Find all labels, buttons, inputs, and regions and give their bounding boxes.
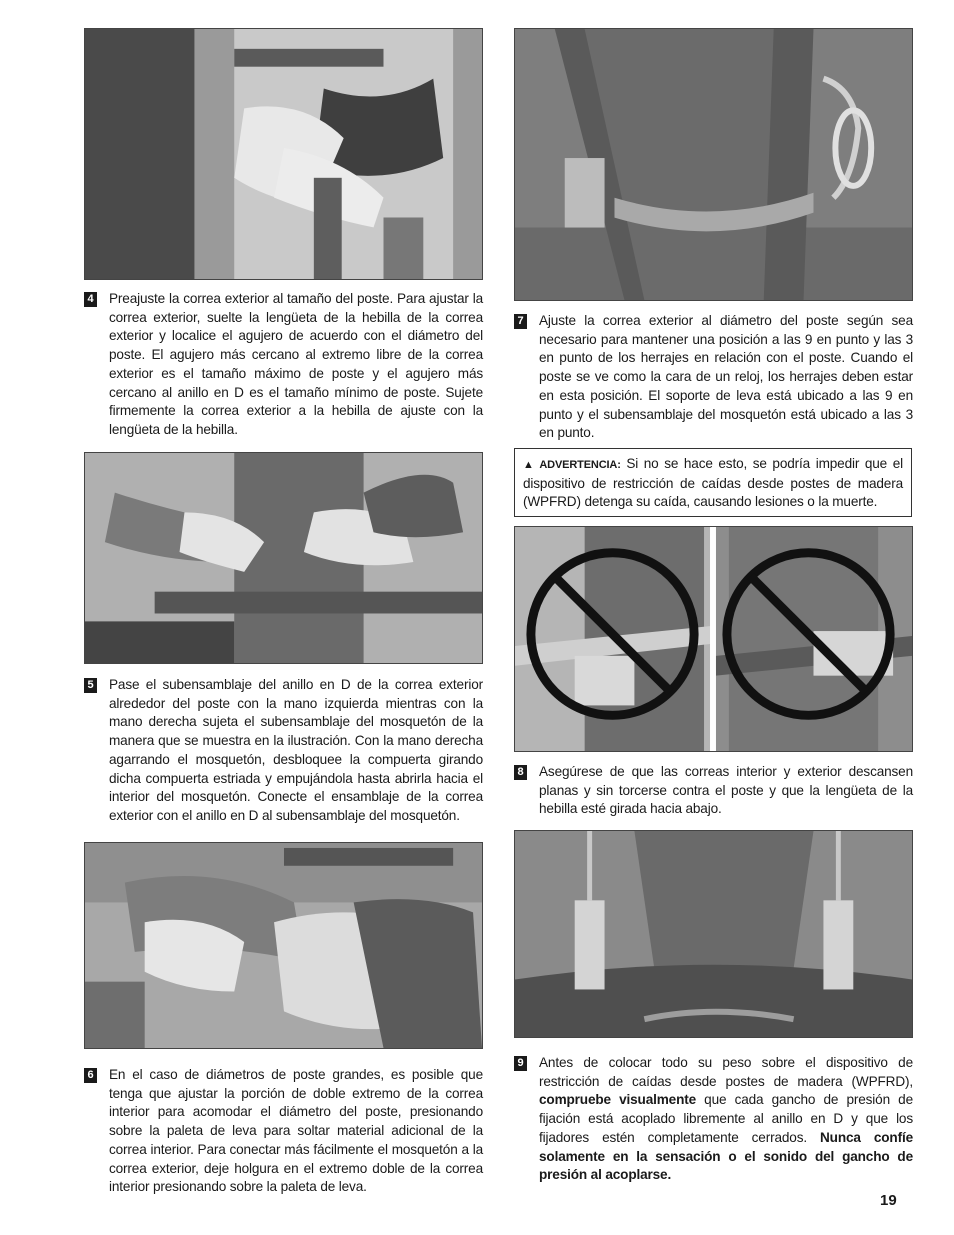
step-7 [514, 312, 913, 443]
step-9 [514, 1054, 913, 1185]
step-4-text: Preajuste la correa exterior al tamaño del poste. Para ajustar la correa exterior, suelte la lengüeta de la hebilla de la correa exterior y localice el agujero de acuerdo con el diámetro del poste. El agujero más cercano al extremo libre de la correa exterior es el tamaño máximo de poste y el agujero más cercano al anillo en D es el tamaño mínimo de poste. Sujete firmemente la correa exterior a la hebilla de ajuste con la lengüeta de la hebilla. [109, 291, 483, 437]
step-6 [84, 1066, 483, 1197]
step-7-photo [514, 28, 913, 301]
step-number-badge: 8 [514, 765, 527, 780]
step-7-text: Ajuste la correa exterior al diámetro del poste según sea necesario para mantener una posición a las 9 en punto y las 3 en punto de los herrajes en relación con el poste. Cuando el poste se ve como la cara de un reloj, los herrajes deben estar en esta posición. El soporte de leva está ubicado a las 9 en punto y el subensamblaje del mosquetón está ubicado a las 3 en punto. [539, 313, 913, 441]
step-number-badge: 7 [514, 314, 527, 329]
step-9-text-bold-b: Nunca confíe solamente en la sensación o el sonido del gancho de presión al acoplarse. [539, 1129, 913, 1183]
step-8-wrong-photo [514, 526, 913, 752]
step-9-text-bold-a: compruebe visualmente [539, 1092, 697, 1108]
step-5-text: Pase el subensamblaje del anillo en D de la correa exterior alrededor del poste con la mano izquierda mientras con la mano derecha sujeta el subensamblaje del mosquetón de la manera que se muestra en la ilustración. Con la mano derecha agarrando el mosquetón, desbloquee la compuerta girando dicha compuerta estriada y empujándola hasta abrirla hacia el interior del mosquetón. Conecte el ensamblaje de la correa exterior con el anillo en D al subensamblaje del mosquetón. [109, 677, 483, 823]
step-4-photo [84, 28, 483, 280]
step-9-text-a: Antes de colocar todo su peso sobre el dispositivo de restricción de caídas desde postes de madera (WPFRD), [539, 1055, 913, 1089]
step-number-badge: 5 [84, 678, 97, 693]
warning-text: Si no se hace esto, se podría impedir que el dispositivo de restricción de caídas desde postes de madera (WPFRD) detenga su caída, causando lesiones o la muerte. [523, 456, 903, 510]
step-8-text: Asegúrese de que las correas interior y exterior descansen planas y sin torcerse contra el poste y que la lengüeta de la hebilla esté girada hacia abajo. [539, 764, 913, 817]
step-5 [84, 676, 483, 826]
step-number-badge: 9 [514, 1056, 527, 1071]
warning-box [514, 448, 912, 517]
step-number-badge: 4 [84, 292, 97, 307]
warning-label: ADVERTENCIA: [539, 459, 621, 471]
step-9-photo [514, 830, 913, 1038]
step-6-text: En el caso de diámetros de poste grandes, es posible que tenga que ajustar la porción de doble extremo de la correa interior para acomodar el diámetro del poste, presionando sobre la paleta de leva para soltar material adicional de la correa interior. Para conectar más fácilmente el mosquetón a la correa exterior, deje holgura en el extremo doble de la correa interior presionando sobre la paleta de leva. [109, 1067, 483, 1195]
step-number-badge: 6 [84, 1068, 97, 1083]
step-9-text-c: que cada gancho de presión de fijación está acoplado libremente al anillo en D y que los fijadores estén completamente cerrados. [539, 1092, 913, 1145]
step-9-text [539, 1054, 913, 1185]
step-4 [84, 290, 483, 440]
step-5-photo [84, 452, 483, 664]
page-number: 19 [880, 1192, 897, 1209]
step-6-photo [84, 842, 483, 1049]
warning-icon: ▲ [523, 459, 534, 471]
step-8 [514, 763, 913, 819]
